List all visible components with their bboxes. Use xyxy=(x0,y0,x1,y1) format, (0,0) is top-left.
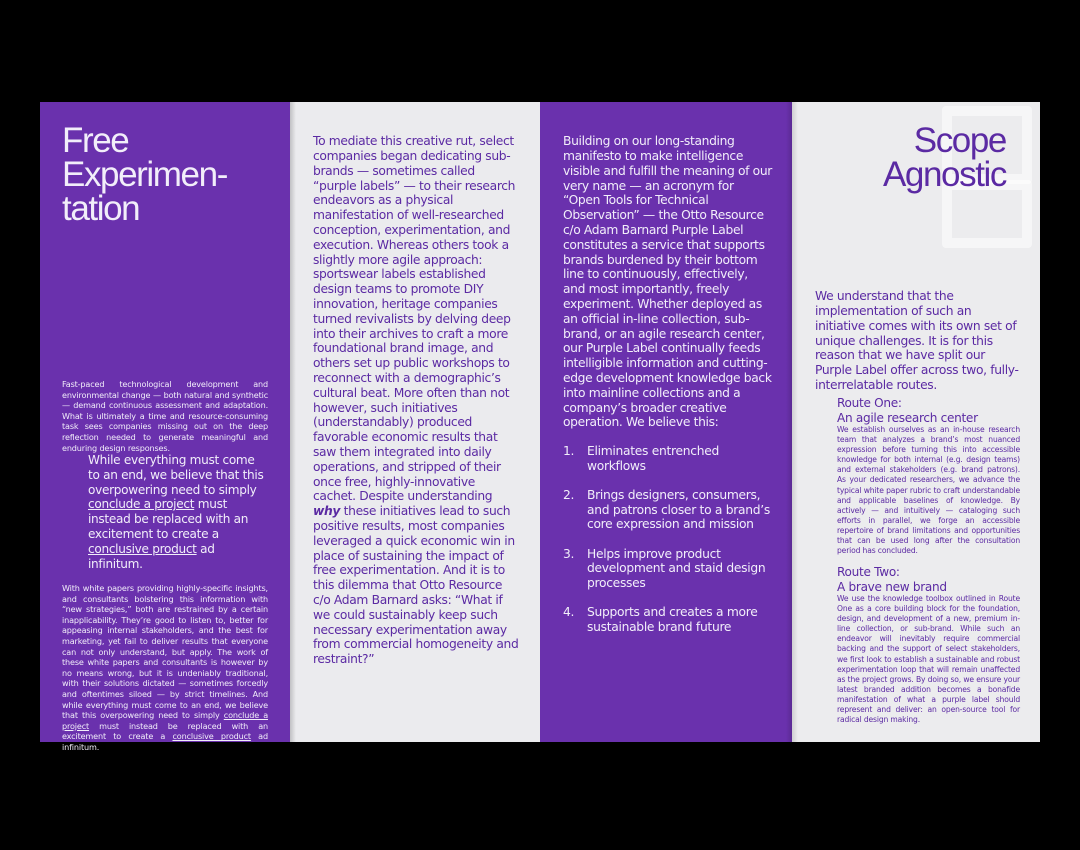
route-heading: Route Two: xyxy=(837,565,900,579)
quote-text: ad infinitum. xyxy=(88,541,215,571)
quote-text: While everything must come to an end, we believe that this overpowering need to simply xyxy=(88,453,264,497)
route-subheading: A brave new brand xyxy=(837,579,947,594)
title-scope-agnostic xyxy=(882,121,1006,194)
list-text: Helps improve product development and staid design processes xyxy=(587,546,766,591)
brochure-spread xyxy=(40,102,1040,752)
panel-otto-resource xyxy=(540,102,792,742)
panel-scope-agnostic xyxy=(792,102,1040,742)
intro-paragraph: Fast-paced technological development and environmental change — both natural and synthetic — demand continuous assessment and adaptation. What is ultimately a time and resource-consuming task sees companies missing out on the deep reflection needed to generate meaningful and enduring design responses. xyxy=(62,379,268,453)
intro-paragraph: We understand that the implementation of such an initiative comes with its own set of unique challenges. It is for this reason that we have split our Purple Label offer across two, fully-interrelatable routes. xyxy=(815,289,1019,393)
route-two xyxy=(837,565,1020,725)
list-number: 3. xyxy=(563,546,575,561)
quote-underlined-phrase: conclusive product xyxy=(88,541,197,556)
panel-free-experimentation xyxy=(40,102,290,752)
quote-text: must instead be replaced with an excitement to create a xyxy=(88,497,249,541)
panel-purple-labels xyxy=(290,102,540,742)
fold-shadow xyxy=(792,102,798,742)
body-underlined-phrase: conclusive product xyxy=(172,731,251,742)
body-text: these initiatives lead to such positive results, most companies leveraged a quick economic win in place of sustaining the impact of free experimentation. And it is to this dilemma that Otto Resource c/o Adam Barnard asks: “What if we could sustainably keep such necessary experimentation away from commercial homogeneity and restraint?” xyxy=(313,504,519,667)
route-heading: Route One: xyxy=(837,396,902,410)
title-free-experimentation xyxy=(62,121,227,228)
list-number: 4. xyxy=(563,605,575,620)
body-paragraph xyxy=(62,583,268,753)
pull-quote xyxy=(88,453,268,571)
list-item xyxy=(563,547,773,591)
list-number: 2. xyxy=(563,487,575,502)
body-text: must instead be replaced with an excitement to create a xyxy=(62,720,268,742)
body-text: With white papers providing highly-specific insights, and consultants bolstering this information with “new strategies,” both are restrained by a certain inapplicability. They’re good to listen to, better for appeasing internal stakeholders, and the best for marketing, yet fail to deliver results that everyone can not only understand, but apply. The work of these white papers and consultants is however by no means wrong, but it is undeniably traditional, with their solutions dictated — sometimes forcedly and oftentimes siloed — by strict timelines. And while everything must come to an end, we believe that this overpowering need to simply xyxy=(62,583,268,721)
title-line: Free xyxy=(62,121,129,160)
body-paragraph: Building on our long-standing manifesto to make intelligence visible and fulfill the meaning of our very name — an acronym for “Open Tools for Technical Observation” — the Otto Resource c/o Adam Barnard Purple Label constitutes a service that supports brands burdened by their bottom line to continuously, effectively, and most importantly, freely experiment. Whether deployed as an official in-line collection, sub-brand, or an agile research center, our Purple Label continually feeds intelligible information and cutting-edge development knowledge back into mainline collections and a company’s broader creative operation. We believe this: xyxy=(563,134,773,430)
emphasis-word: why xyxy=(313,504,341,519)
list-text: Brings designers, consumers, and patrons closer to a brand’s core expression and mission xyxy=(587,487,770,532)
list-text: Eliminates entrenched workflows xyxy=(587,444,719,473)
route-subheading: An agile research center xyxy=(837,410,978,425)
route-description: We establish ourselves as an in-house research team that analyzes a brand’s most nuanced expression before turning this into accessible knowledge for both internal (e.g. design teams) and external stakeholders (e.g. brand patrons). As your dedicated researchers, we advance the typical white paper rubric to craft understandable and applicable baselines of knowledge. By actively — and intuitively — cataloging such efforts in parallel, we forge an accessible repertoire of brand limitations and opportunities that can be used long after the consultation period has concluded. xyxy=(837,425,1020,556)
body-underlined-phrase: conclude a project xyxy=(62,710,269,731)
title-line: Scope xyxy=(913,121,1006,160)
list-text: Supports and creates a more sustainable brand future xyxy=(587,605,758,635)
body-paragraph xyxy=(313,134,519,667)
title-line: Experimen- xyxy=(62,155,227,194)
quote-underlined-phrase: conclude a project xyxy=(88,497,195,512)
fold-shadow xyxy=(290,102,296,742)
body-text: To mediate this creative rut, select companies began dedicating sub-brands — sometimes called “purple labels” — to their research endeavors as a physical manifestation of well-researched conception, experimentation, and execution. Whereas others took a slightly more agile approach: sportswear labels established design teams to promote DIY innovation, heritage companies turned revivalists by delving deep into their archives to craft a more foundational brand image, and others set up public workshops to reconnect with a demographic’s cultural beat. More often than not however, such initiatives (understandably) produced favorable economic results that saw them integrated into daily operations, and stripped of their once free, highly-innovative cachet. Despite understanding xyxy=(313,134,516,504)
list-item xyxy=(563,605,773,635)
list-item xyxy=(563,488,773,532)
list-item xyxy=(563,444,773,474)
body-text: ad infinitum. xyxy=(62,731,268,752)
title-line: Agnostic xyxy=(882,155,1006,194)
route-one xyxy=(837,396,1020,556)
list-number: 1. xyxy=(563,444,575,458)
title-line: tation xyxy=(62,189,140,228)
benefits-list xyxy=(563,444,773,649)
route-description: We use the knowledge toolbox outlined in Route One as a core building block for the foundation, design, and development of a new, premium in-line collection, or sub-brand. While such an endeavor will inevitably require commercial backing and the support of select stakeholders, we first look to establish a sustainable and robust experimentation loop that will remain unaffected as the project grows. By doing so, we ensure your latest branded addition becomes a bonafide manifestation of what a purple label should represent and deliver: an open-source tool for radical design making. xyxy=(837,594,1020,725)
